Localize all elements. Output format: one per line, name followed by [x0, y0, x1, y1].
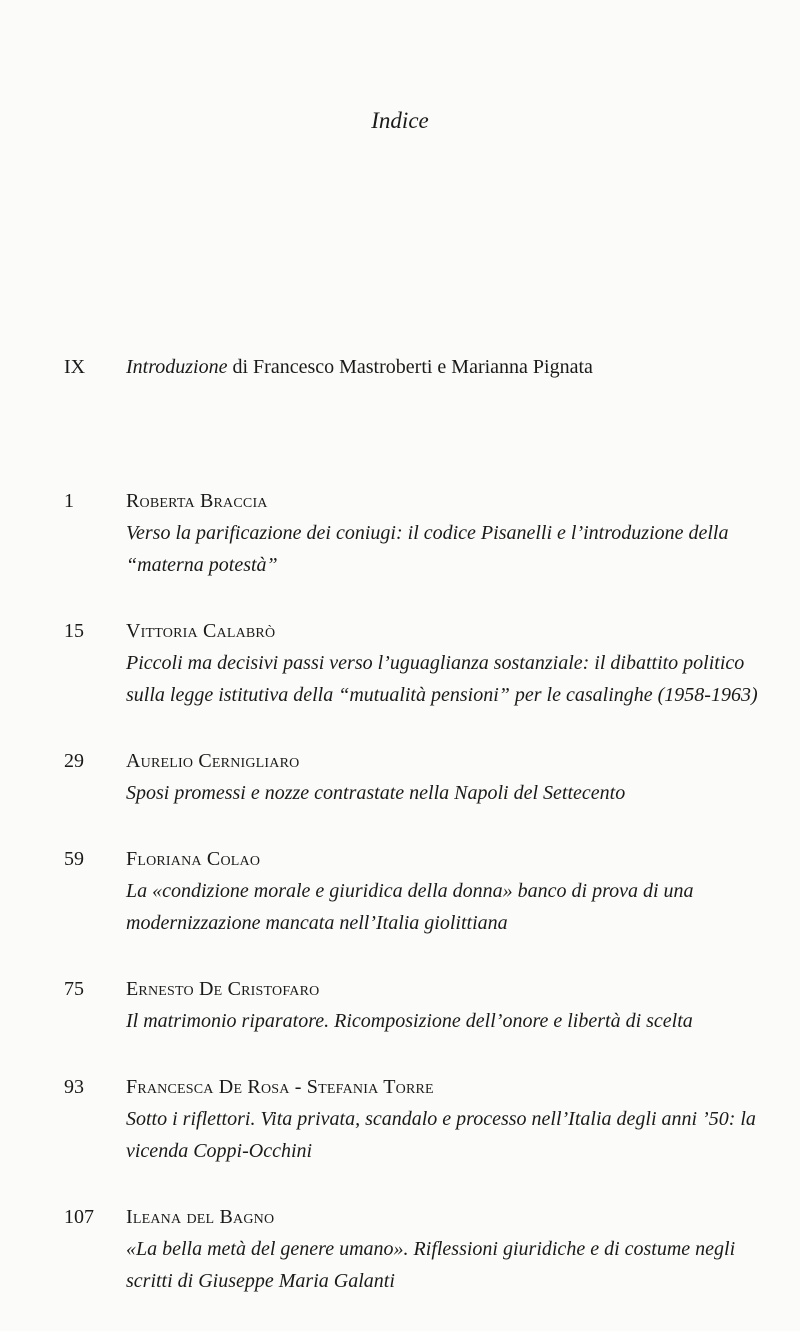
intro-editors: di Francesco Mastroberti e Marianna Pignata	[227, 356, 593, 378]
entry-author: Francesca De Rosa - Stefania Torre	[126, 1076, 434, 1098]
entry-title: Sposi promessi e nozze contrastate nella Napoli del Settecento	[126, 782, 626, 804]
entry-author: Ernesto De Cristofaro	[126, 978, 320, 1000]
entry-title: Il matrimonio riparatore. Ricomposizione dell’onore e libertà di scelta	[126, 1010, 693, 1032]
introduction-entry	[64, 352, 760, 382]
toc-entry	[64, 1071, 760, 1167]
entry-page-number: 59	[64, 848, 84, 870]
entry-author: Aurelio Cernigliaro	[126, 750, 300, 772]
entry-author: Vittoria Calabrò	[126, 620, 276, 642]
entry-title: La «condizione morale e giuridica della donna» banco di prova di una modernizzazione mancata nell’Italia giolittiana	[126, 880, 694, 934]
intro-page-number: IX	[64, 356, 86, 378]
entry-author: Floriana Colao	[126, 848, 261, 870]
toc-entry	[64, 843, 760, 939]
page-title: Indice	[371, 108, 429, 133]
toc-entry	[64, 485, 760, 581]
toc-entry	[64, 1201, 760, 1297]
table-of-contents	[64, 485, 760, 1331]
entry-page-number: 107	[64, 1206, 94, 1228]
entry-page-number: 1	[64, 490, 74, 512]
entry-author: Roberta Braccia	[126, 490, 268, 512]
toc-entry	[64, 615, 760, 711]
toc-entry	[64, 745, 760, 809]
entry-title: Verso la parificazione dei coniugi: il codice Pisanelli e l’introduzione della “materna potestà”	[126, 522, 729, 576]
entry-page-number: 93	[64, 1076, 84, 1098]
entry-title: Sotto i riflettori. Vita privata, scandalo e processo nell’Italia degli anni ’50: la vicenda Coppi-Occhini	[126, 1108, 756, 1162]
entry-title: Piccoli ma decisivi passi verso l’uguaglianza sostanziale: il dibattito politico sulla legge istitutiva della “mutualità pensioni” per le casalinghe (1958-1963)	[126, 652, 758, 706]
toc-entry	[64, 973, 760, 1037]
entry-page-number: 29	[64, 750, 84, 772]
entry-page-number: 75	[64, 978, 84, 1000]
intro-title: Introduzione	[126, 356, 228, 378]
entry-author: Ileana del Bagno	[126, 1206, 275, 1228]
entry-page-number: 15	[64, 620, 84, 642]
entry-title: «La bella metà del genere umano». Riflessioni giuridiche e di costume negli scritti di Giuseppe Maria Galanti	[126, 1238, 736, 1292]
